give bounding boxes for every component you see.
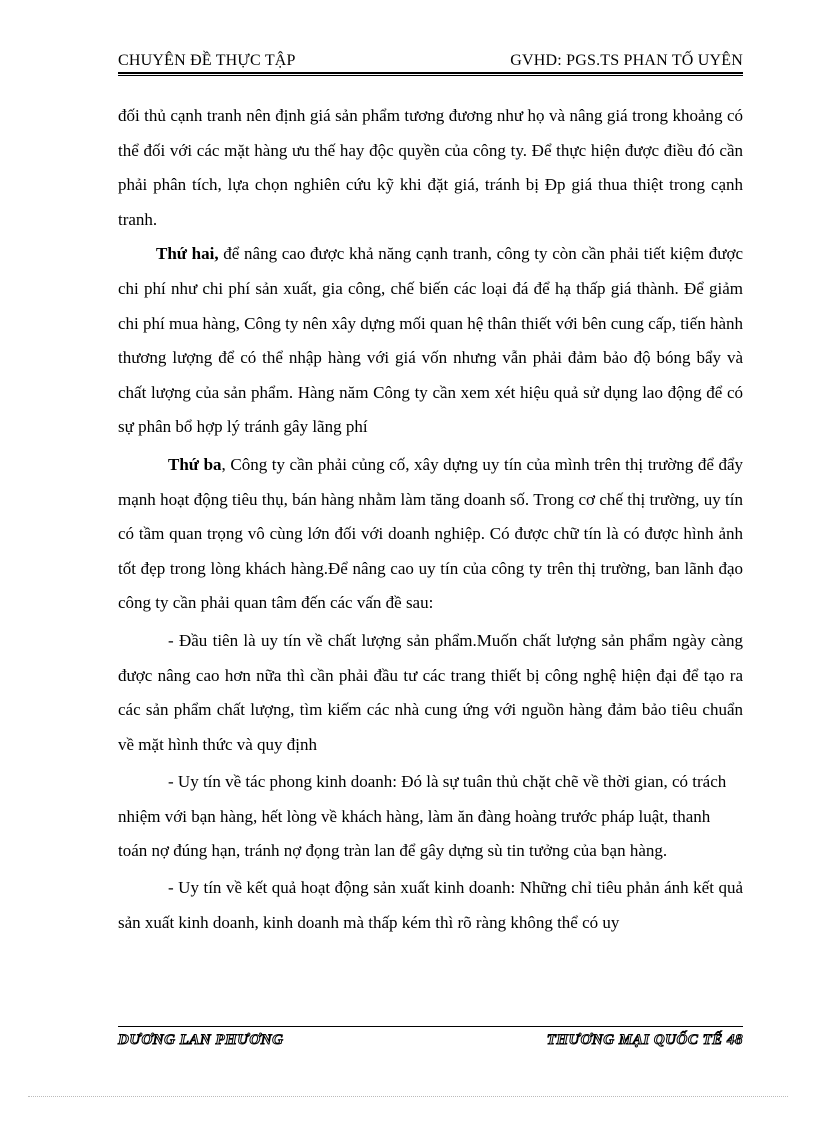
paragraph-text: để nâng cao được khả năng cạnh tranh, công ty còn cần phải tiết kiệm được chi phí như chi phí sản xuất, gia công, chế biến các loại đá để hạ thấp giá thành. Để giảm chi phí mua hàng, Công ty nên xây dựng mối quan hệ thân thiết với bên cung cấp, tiến hành thương lượng để có thể nhập hàng với giá vốn nhưng vẫn phải đảm bảo độ bóng bẩy và chất lượng của sản phẩm. Hàng năm Công ty cần xem xét hiệu quả sử dụng lao động để có sự phân bổ hợp lý tránh gây lãng phí — [118, 244, 743, 437]
header-supervisor: GVHD: PGS.TS PHAN TỐ UYÊN — [510, 52, 743, 69]
document-body — [118, 99, 743, 940]
paragraph-pricing: đối thủ cạnh tranh nên định giá sản phẩm tương đương như họ và nâng giá trong khoảng có thể đối với các mặt hàng ưu thế hay độc quyền của công ty. Để thực hiện được điều đó cần phải phân tích, lựa chọn nghiên cứu kỹ khi đặt giá, tránh bị Đp giá thua thiệt trong cạnh tranh. — [118, 106, 743, 229]
bullet-business-results: - Uy tín về kết quả hoạt động sản xuất kinh doanh: Những chỉ tiêu phản ánh kết quả sản xuất kinh doanh, kinh doanh mà thấp kém thì rõ ràng không thể có uy — [118, 878, 743, 932]
header-rule — [118, 72, 743, 77]
paragraph-text: , Công ty cần phải củng cố, xây dựng uy tín của mình trên thị trường để đẩy mạnh hoạt động tiêu thụ, bán hàng nhằm làm tăng doanh số. Trong cơ chế thị trường, uy tín có tầm quan trọng vô cùng lớn đối với doanh nghiệp. Có được chữ tín là có được hình ảnh tốt đẹp trong lòng khách hàng.Để nâng cao uy tín của công ty trên thị trường, ban lãnh đạo công ty cần phải quan tâm đến các vấn đề sau: — [118, 454, 744, 613]
page-edge-divider — [28, 1096, 788, 1097]
footer-author: DƯƠNG LAN PHƯƠNG — [118, 1032, 284, 1048]
paragraph-thu-hai — [118, 237, 743, 445]
bullet-product-quality: - Đầu tiên là uy tín về chất lượng sản phẩm.Muốn chất lượng sản phẩm ngày càng được nâng cao hơn nữa thì cần phải đầu tư các trang thiết bị công nghệ hiện đại để tạo ra các sản phẩm chất lượng, tìm kiếm các nhà cung ứng với nguồn hàng đảm bảo tiêu chuẩn về mặt hình thức và quy định — [118, 630, 743, 754]
page-header — [118, 50, 743, 74]
footer-rule — [118, 1026, 743, 1027]
page-footer — [118, 1026, 743, 1054]
bullet-business-conduct: - Uy tín về tác phong kinh doanh: Đó là sự tuân thủ chặt chẽ về thời gian, có trách nhiệm với bạn hàng, hết lòng về khách hàng, làm ăn đàng hoàng trước pháp luật, thanh toán nợ đúng hạn, tránh nợ đọng tràn lan để gây dựng sù tin tưởng của bạn hàng. — [118, 772, 727, 861]
footer-department-page: THƯƠNG MẠI QUỐC TẾ 48 — [546, 1032, 743, 1048]
header-title: CHUYÊN ĐỀ THỰC TẬP — [118, 52, 296, 69]
paragraph-lead: Thứ ba — [168, 454, 222, 474]
paragraph-thu-ba — [118, 448, 743, 621]
paragraph-lead: Thứ hai, — [156, 244, 219, 264]
